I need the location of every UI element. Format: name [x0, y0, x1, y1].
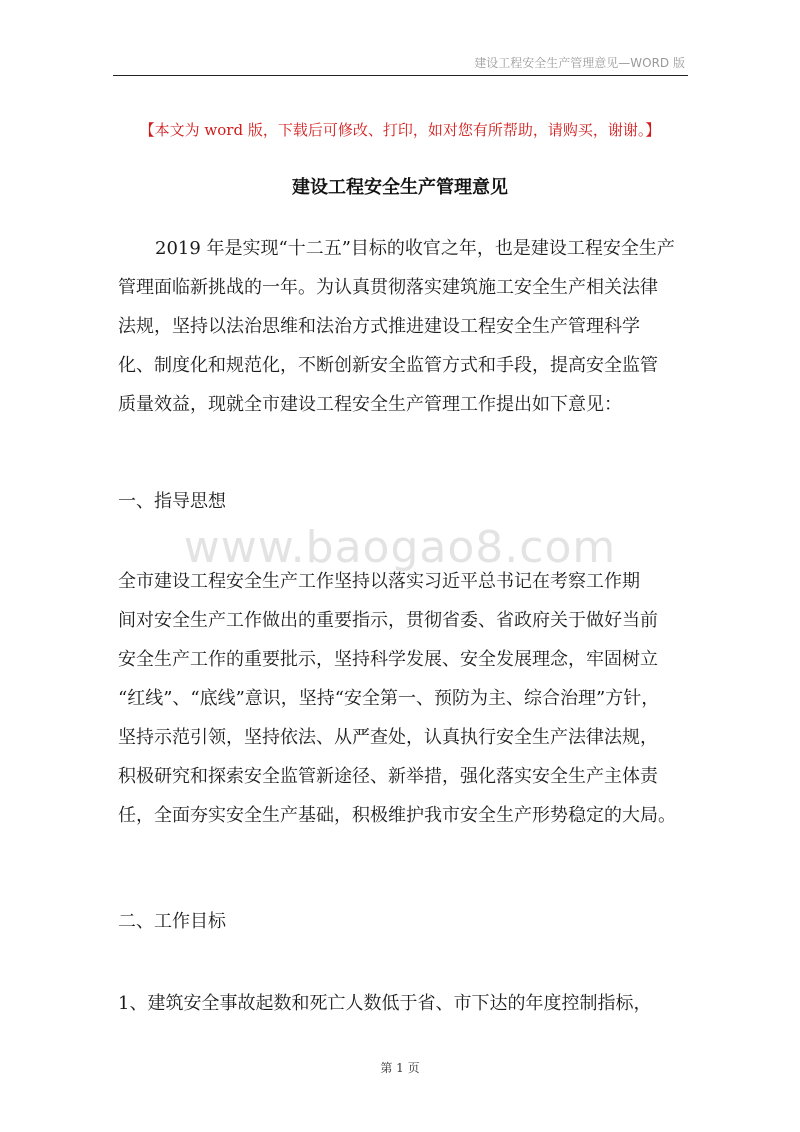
- paragraph-line: “红线”、“底线”意识，坚持“安全第一、预防为主、综合治理”方针，: [118, 688, 660, 709]
- paragraph-line: 1、建筑安全事故起数和死亡人数低于省、市下达的年度控制指标，: [118, 993, 652, 1014]
- section-heading-guiding-thought: 一、指导思想: [118, 491, 226, 512]
- running-header: 建设工程安全生产管理意见—WORD 版: [474, 56, 685, 70]
- paragraph-line: 安全生产工作的重要批示，坚持科学发展、安全发展理念，牢固树立: [118, 649, 658, 670]
- section1-paragraph: [118, 562, 690, 835]
- section2-paragraph: [118, 984, 690, 1023]
- intro-paragraph: [118, 229, 690, 424]
- paragraph-line: 2019 年是实现“十二五”目标的收官之年，也是建设工程安全生产: [155, 238, 675, 259]
- section-heading-work-goals: 二、工作目标: [118, 911, 226, 932]
- header-divider: [113, 75, 688, 76]
- paragraph-line: 管理面临新挑战的一年。为认真贯彻落实建筑施工安全生产相关法律: [118, 277, 658, 298]
- watermark: www.baogao8.com: [183, 522, 617, 573]
- page-number: 第 1 页: [380, 1061, 420, 1075]
- paragraph-line: 全市建设工程安全生产工作坚持以落实习近平总书记在考察工作期: [118, 571, 640, 592]
- paragraph-line: 间对安全生产工作做出的重要指示，贯彻省委、省政府关于做好当前: [118, 610, 658, 631]
- document-title: 建设工程安全生产管理意见: [292, 177, 508, 198]
- paragraph-line: 化、制度化和规范化，不断创新安全监管方式和手段，提高安全监管: [118, 355, 658, 376]
- paragraph-line: 积极研究和探索安全监管新途径、新举措，强化落实安全生产主体责: [118, 766, 658, 787]
- purchase-notice: 【本文为 word 版，下载后可修改、打印，如对您有所帮助，请购买，谢谢。】: [139, 121, 661, 139]
- paragraph-line: 质量效益，现就全市建设工程安全生产管理工作提出如下意见：: [118, 394, 622, 415]
- paragraph-line: 法规，坚持以法治思维和法治方式推进建设工程安全生产管理科学: [118, 316, 640, 337]
- paragraph-line: 坚持示范引领，坚持依法、从严查处，认真执行安全生产法律法规，: [118, 727, 658, 748]
- paragraph-line: 任，全面夯实安全生产基础，积极维护我市安全生产形势稳定的大局。: [118, 805, 676, 826]
